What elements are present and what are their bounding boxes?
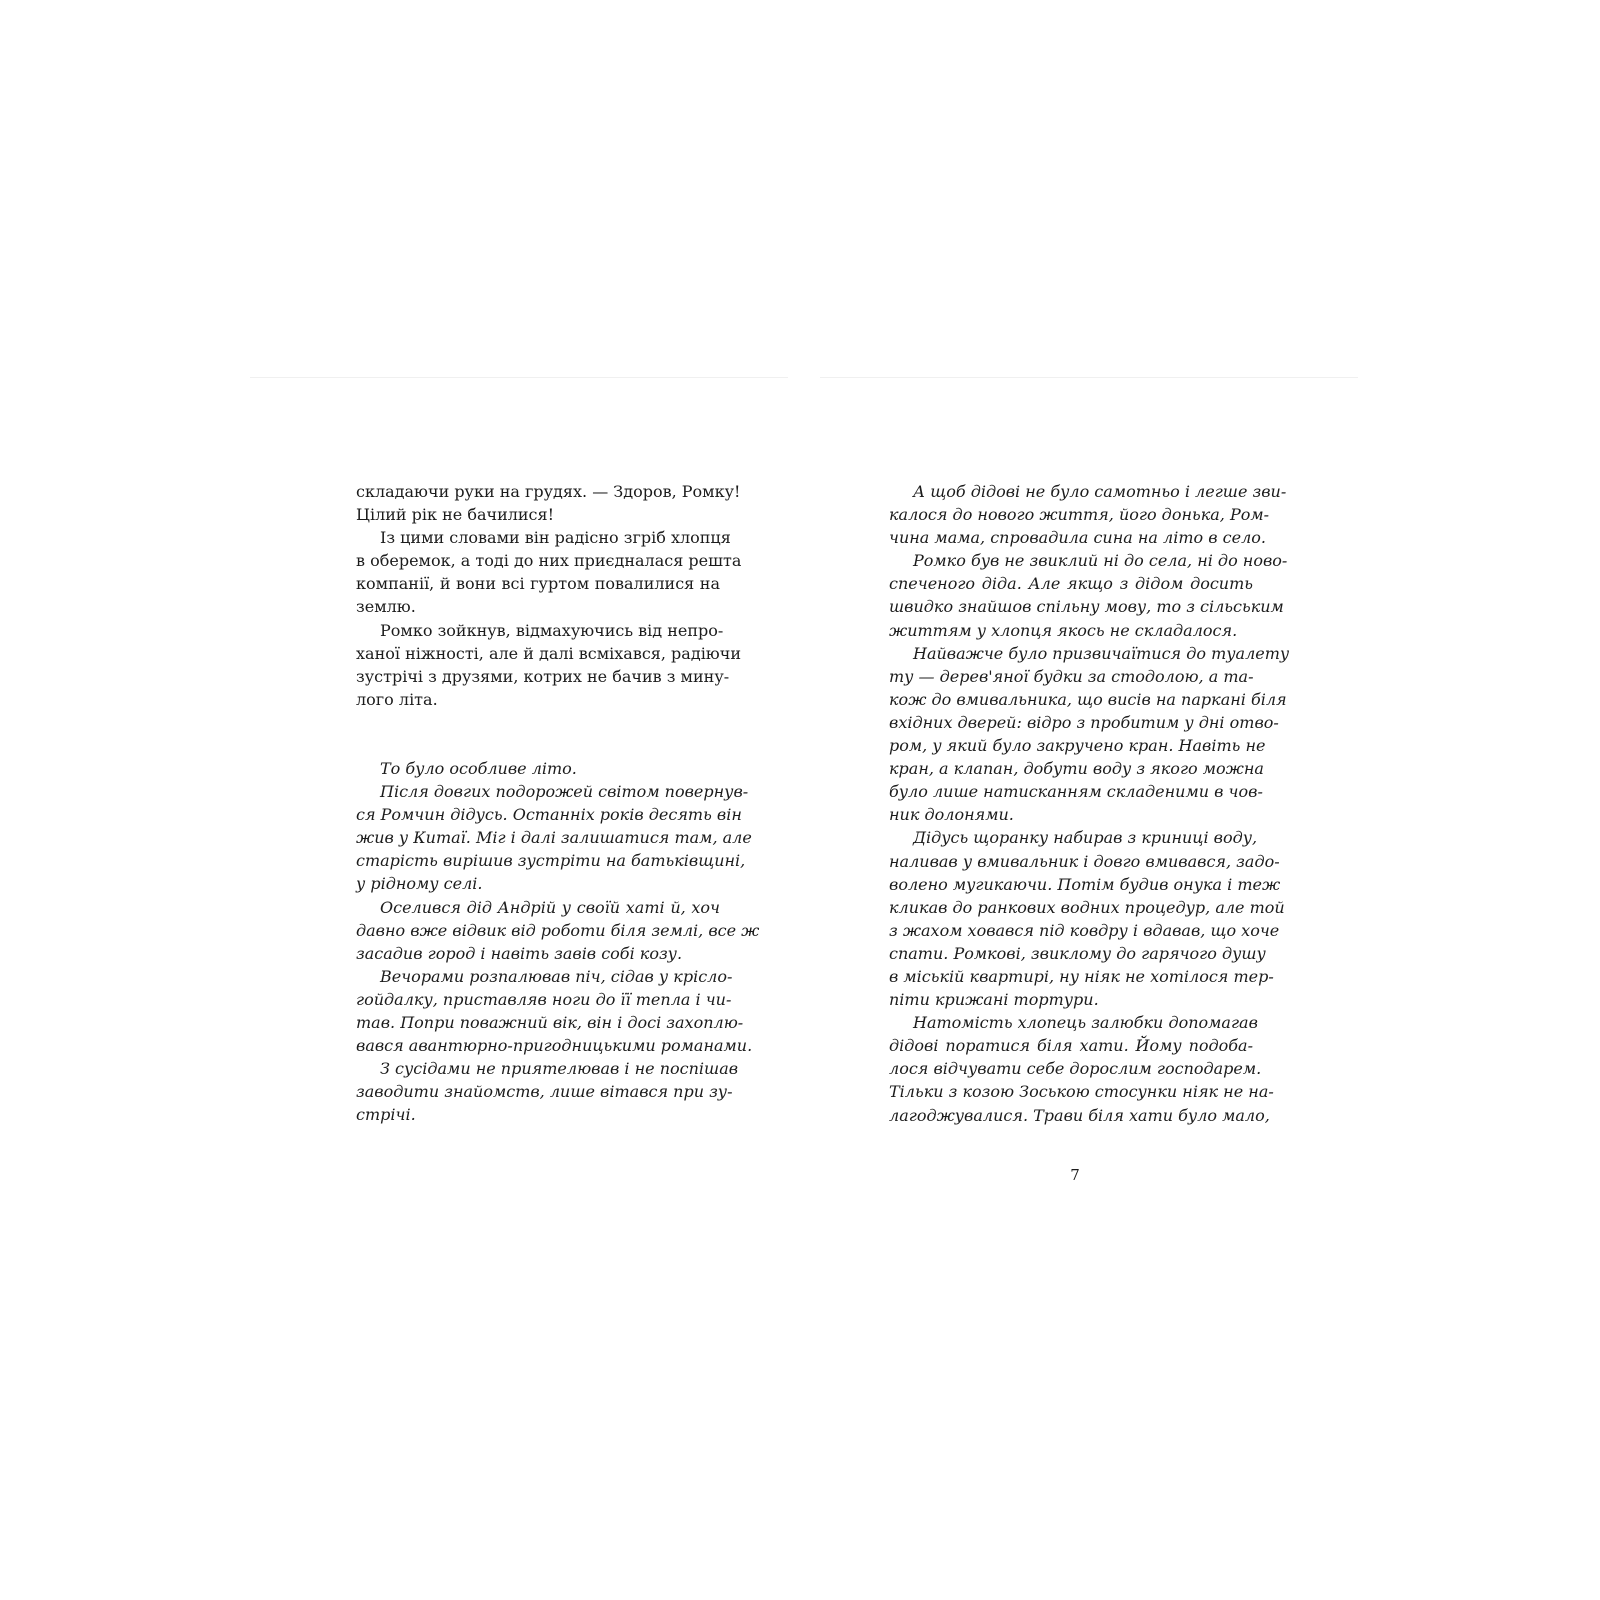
paragraph — [356, 1057, 739, 1126]
text-line: Натомість хлопець залюбки допомагав — [913, 1013, 1258, 1033]
paragraph — [356, 896, 760, 965]
text-line: кран, а клапан, добути воду з якого можна — [889, 759, 1264, 779]
paragraph — [356, 780, 752, 895]
text-line: калося до нового життя, його донька, Ром- — [889, 505, 1270, 525]
text-line: життям у хлопця якось не складалося. — [889, 620, 1238, 640]
text-line: ту — дерев'яної будки за стодолою, а та- — [889, 666, 1254, 686]
text-line: Після довгих подорожей світом повернув- — [380, 782, 749, 802]
text-line: Цілий рік не бачилися! — [356, 505, 555, 525]
text-line: ник долонями. — [889, 805, 1014, 825]
text-line: чина мама, спровадила сина на літо в село. — [889, 528, 1266, 548]
text-line: Ромко був не звиклий ні до села, ні до ново- — [913, 551, 1288, 571]
text-line: дідові поратися біля хати. Йому подоба- — [889, 1036, 1253, 1056]
text-line: Оселився дід Андрій у своїй хаті й, хоч — [380, 897, 720, 917]
text-line: піти крижані тортури. — [889, 990, 1099, 1010]
text-line: кликав до ранкових водних процедур, але той — [889, 897, 1285, 917]
paragraph — [889, 826, 1285, 1011]
text-line: складаючи руки на грудях. — Здоров, Ромку! — [356, 482, 741, 501]
text-line: жив у Китаї. Міг і далі залишатися там, але — [356, 828, 752, 848]
paragraph — [356, 526, 742, 618]
text-line: ром, у який було закручено кран. Навіть не — [889, 736, 1266, 756]
text-line: лагоджувалися. Трави біля хати було мало, — [889, 1105, 1270, 1125]
paragraph — [889, 642, 1289, 827]
left-page-text — [356, 480, 760, 1126]
text-line: старість вирішив зустріти на батьківщині, — [356, 851, 746, 871]
page-number: 7 — [1070, 1166, 1080, 1184]
text-line: вхідних дверей: відро з пробитим у дні отво- — [889, 712, 1279, 732]
text-line: ся Ромчин дідусь. Останніх років десять він — [356, 805, 742, 825]
text-line: Вечорами розпалював піч, сідав у крісло- — [380, 966, 733, 986]
text-line: в міській квартирі, ну ніяк не хотілося тер- — [889, 966, 1274, 986]
paragraph — [356, 757, 720, 780]
text-line: З сусідами не приятелював і не поспішав — [380, 1059, 739, 1079]
text-line: землю. — [356, 597, 416, 617]
text-line: Дідусь щоранку набирав з криниці воду, — [913, 828, 1258, 848]
text-line: спати. Ромкові, звиклому до гарячого душу — [889, 943, 1266, 963]
text-line: в оберемок, а тоді до них приєдналася решта — [356, 551, 742, 571]
text-line: Найважче було призвичаїтися до туалетy — [913, 643, 1289, 663]
text-line: засадив город і навіть завів собі козу. — [356, 943, 683, 963]
text-line: давно вже відвик від роботи біля землі, все ж — [356, 920, 760, 940]
right-page-top-edge — [820, 377, 1358, 378]
left-italic-block — [356, 757, 760, 1127]
paragraph — [889, 549, 1288, 641]
section-break — [356, 711, 720, 757]
paragraph — [356, 965, 753, 1057]
text-line: Тільки з козою Зоською стосунки ніяк не на- — [889, 1082, 1274, 1102]
text-line: наливав у вмивальник і довго вмивався, задо- — [889, 851, 1280, 871]
text-line: зустрічі з друзями, котрих не бачив з мину- — [356, 666, 730, 686]
text-line: з жахом ховався під ковдру і вдавав, що хоче — [889, 920, 1280, 940]
paragraph — [889, 1011, 1274, 1126]
text-line: стрічі. — [356, 1105, 416, 1125]
text-line: гойдалку, приставляв ноги до її тепла і чи- — [356, 989, 732, 1009]
left-roman-block — [356, 480, 742, 711]
text-line: тав. Попри поважний вік, він і досі захоплю- — [356, 1012, 744, 1032]
text-line: було лише натисканням складеними в чов- — [889, 782, 1263, 802]
text-line: ханої ніжності, але й далі всміхався, радіючи — [356, 643, 741, 663]
right-page-text — [889, 480, 1289, 1127]
text-line: лося відчувати себе дорослим господарем. — [889, 1059, 1262, 1079]
text-line: кож до вмивальника, що висів на паркані біля — [889, 689, 1287, 709]
text-line: у рідному селі. — [356, 874, 483, 894]
text-line: Із цими словами він радісно згріб хлопця — [380, 528, 731, 548]
text-line: волено мугикаючи. Потім будив онука і теж — [889, 874, 1281, 894]
paragraph — [356, 480, 741, 526]
text-line: швидко знайшов спільну мову, то з сільським — [889, 597, 1284, 617]
paragraph — [356, 619, 741, 711]
text-line: заводити знайомств, лише вітався при зу- — [356, 1082, 733, 1102]
paragraph — [889, 480, 1287, 549]
text-line: То було особливе літо. — [380, 758, 577, 778]
text-line: Ромко зойкнув, відмахуючись від непро- — [380, 620, 724, 640]
text-line: А щоб дідові не було самотньо і легше зви- — [913, 482, 1287, 501]
text-line: лого літа. — [356, 689, 438, 709]
text-line: вався авантюрно-пригодницькими романами. — [356, 1036, 753, 1056]
left-page-top-edge — [250, 377, 788, 378]
text-line: компанії, й вони всі гуртом повалилися на — [356, 574, 720, 594]
text-line: спеченого діда. Але якщо з дідом досить — [889, 574, 1253, 594]
